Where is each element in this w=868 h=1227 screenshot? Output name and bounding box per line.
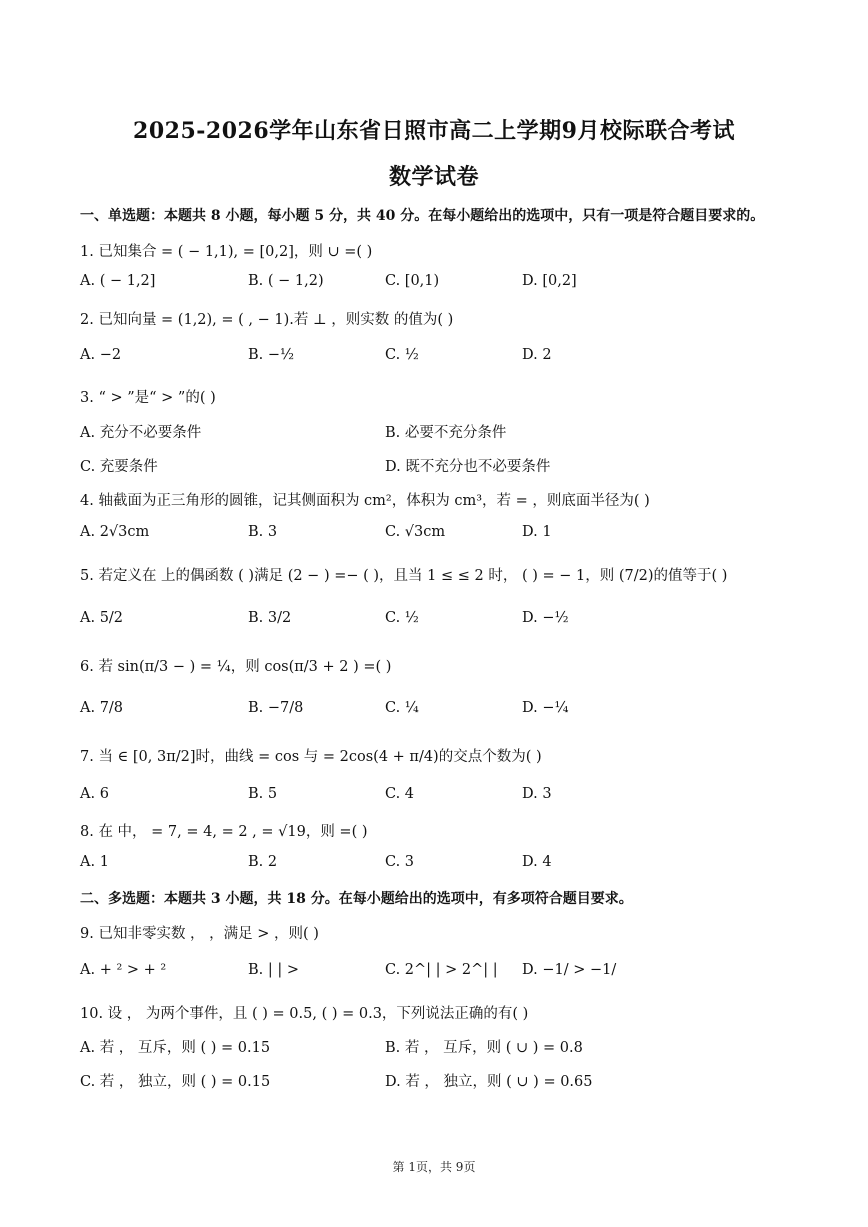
option-b: B. 5 (248, 786, 278, 802)
question-3-stem: 3. “ > ”是“ > ”的( ) (80, 390, 216, 406)
question-5-options (80, 610, 840, 640)
question-10-options-row1 (80, 1036, 840, 1066)
exam-subtitle: 数学试卷 (388, 164, 479, 190)
option-b: B. 3/2 (248, 610, 292, 626)
question-7-stem: 7. 当 ∈ [0, 3π/2]时，曲线 = cos 与 = 2cos(4 + π/4)的交点个数为( ) (80, 749, 542, 765)
option-d: D. [0,2] (522, 273, 577, 289)
question-1-stem: 1. 已知集合 = ( − 1,1), = [0,2]，则 ∪ =( ) (80, 244, 373, 260)
question-9-options (80, 962, 840, 992)
option-a: A. 2√3cm (80, 524, 150, 540)
question-8-stem: 8. 在 中， = 7, = 4, = 2 , = √19，则 =( ) (80, 824, 368, 840)
option-c: C. √3cm (385, 524, 446, 540)
section-single-choice-heading: 一、单选题：本题共 8 小题，每小题 5 分，共 40 分。在每小题给出的选项中，只有一项是符合题目要求的。 (80, 208, 765, 224)
option-c: C. 2^| | > 2^| | (385, 962, 498, 978)
question-9-stem: 9. 已知非零实数 ， ，满足 > ，则( ) (80, 926, 319, 942)
question-7-options (80, 786, 840, 816)
question-1-options (80, 273, 840, 303)
question-10-options-row2 (80, 1070, 840, 1100)
option-a: A. 5/2 (80, 610, 124, 626)
option-c: C. 3 (385, 854, 415, 870)
option-d: D. 1 (522, 524, 552, 540)
question-2-stem: 2. 已知向量 = (1,2), = ( , − 1).若 ⊥ ，则实数 的值为( ) (80, 312, 454, 328)
option-a: A. 若 ， 互斥，则 ( ) = 0.15 (80, 1040, 271, 1056)
option-d: D. −½ (522, 610, 569, 626)
option-a: A. 6 (80, 786, 109, 802)
option-d: D. 若 ， 独立，则 ( ∪ ) = 0.65 (385, 1074, 593, 1090)
question-6-options (80, 700, 840, 730)
exam-title: 2025-2026学年山东省日照市高二上学期9月校际联合考试 (133, 118, 735, 144)
question-3-options-row1 (80, 421, 840, 451)
option-c: C. 充要条件 (80, 459, 158, 475)
option-d: D. −¼ (522, 700, 569, 716)
option-a: A. + ² > + ² (80, 962, 167, 978)
option-a: A. 充分不必要条件 (80, 425, 202, 441)
question-5-stem: 5. 若定义在 上的偶函数 ( )满足 (2 − ) =− ( )，且当 1 ≤ ≤ 2 时， ( ) = − 1，则 (7/2)的值等于( ) (80, 568, 728, 584)
option-b: B. −½ (248, 347, 295, 363)
option-c: C. [0,1) (385, 273, 440, 289)
question-4-options (80, 524, 840, 554)
question-3-options-row2 (80, 455, 840, 485)
option-c: C. 4 (385, 786, 415, 802)
option-a: A. 7/8 (80, 700, 124, 716)
option-c: C. ½ (385, 610, 419, 626)
question-2-options (80, 347, 840, 377)
option-b: B. 3 (248, 524, 278, 540)
option-a: A. ( − 1,2] (80, 273, 156, 289)
question-4-stem: 4. 轴截面为正三角形的圆锥，记其侧面积为 cm²，体积为 cm³，若 = ，则底面半径为( ) (80, 493, 650, 509)
option-b: B. ( − 1,2) (248, 273, 324, 289)
option-b: B. | | > (248, 962, 300, 978)
option-b: B. 2 (248, 854, 278, 870)
option-c: C. ¼ (385, 700, 419, 716)
option-d: D. 3 (522, 786, 552, 802)
option-a: A. −2 (80, 347, 122, 363)
option-d: D. 4 (522, 854, 552, 870)
option-d: D. 2 (522, 347, 552, 363)
option-c: C. ½ (385, 347, 419, 363)
option-d: D. −1/ > −1/ (522, 962, 617, 978)
section-multi-choice-heading: 二、多选题：本题共 3 小题，共 18 分。在每小题给出的选项中，有多项符合题目要求。 (80, 891, 633, 907)
option-b: B. 若 ， 互斥，则 ( ∪ ) = 0.8 (385, 1040, 583, 1056)
question-10-stem: 10. 设 ， 为两个事件，且 ( ) = 0.5, ( ) = 0.3，下列说法正确的有( ) (80, 1006, 529, 1022)
option-a: A. 1 (80, 854, 109, 870)
option-d: D. 既不充分也不必要条件 (385, 459, 551, 475)
page-footer: 第 1页，共 9页 (392, 1160, 476, 1174)
option-b: B. 必要不充分条件 (385, 425, 507, 441)
option-b: B. −7/8 (248, 700, 304, 716)
option-c: C. 若 ， 独立，则 ( ) = 0.15 (80, 1074, 271, 1090)
question-8-options (80, 854, 840, 884)
question-6-stem: 6. 若 sin(π/3 − ) = ¼，则 cos(π/3 + 2 ) =( ) (80, 659, 392, 675)
